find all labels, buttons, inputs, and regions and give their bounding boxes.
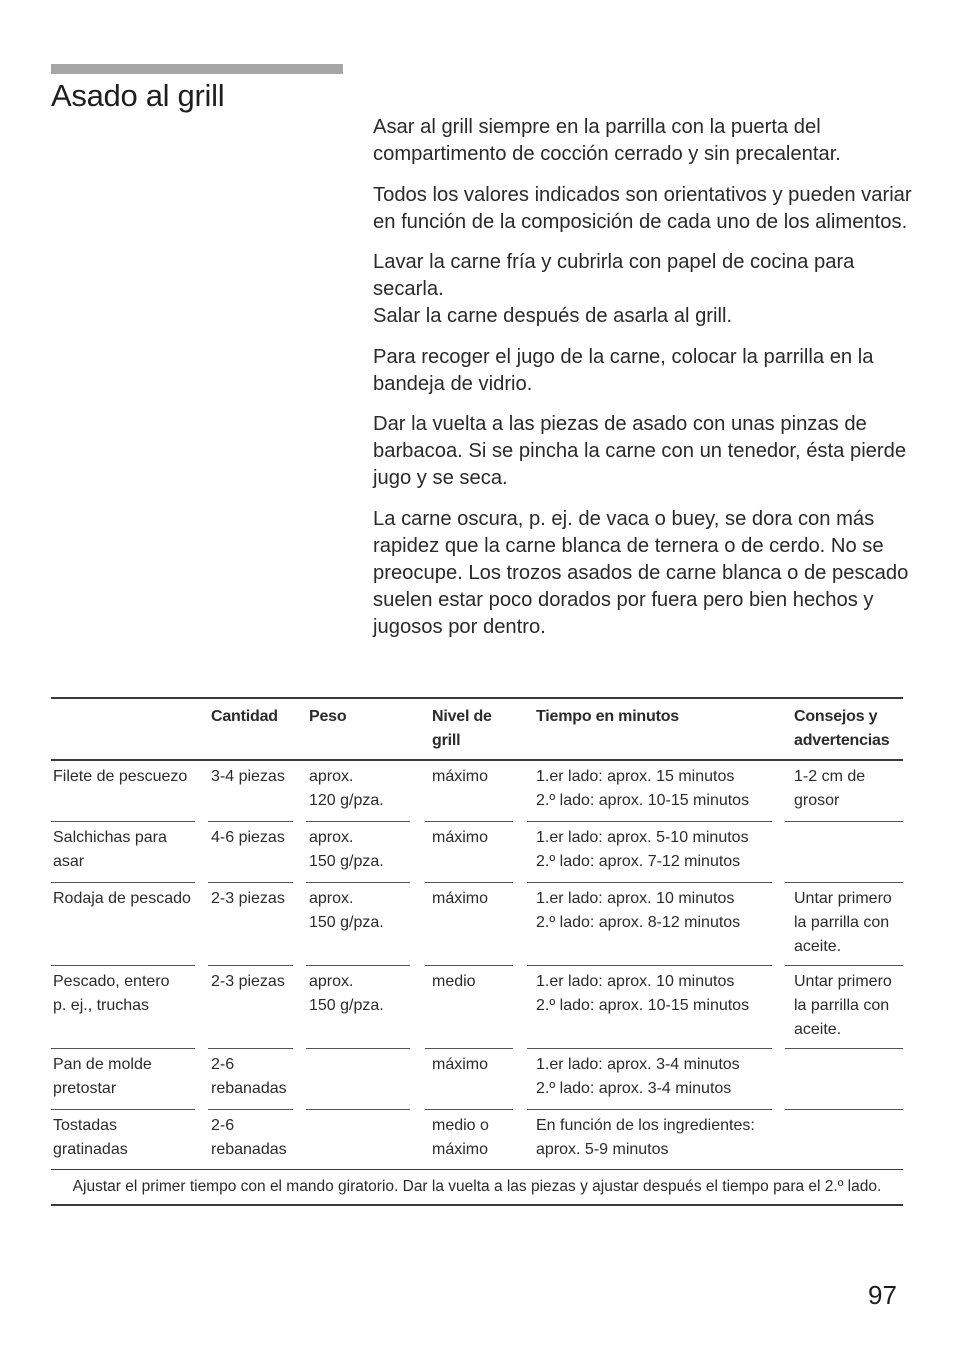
table-cell: Untar primero la parrilla con aceite. xyxy=(785,966,903,1049)
table-cell: máximo xyxy=(425,761,513,822)
table-cell: Pescado, entero p. ej., truchas xyxy=(51,966,195,1049)
table-cell: máximo xyxy=(425,883,513,966)
table-cell: Tostadas gratinadas xyxy=(53,1117,128,1158)
table-cell: Untar primero la parrilla con aceite. xyxy=(785,883,903,966)
page-title: Asado al grill xyxy=(51,78,225,113)
grill-table xyxy=(51,697,903,1171)
intro-paragraph: Lavar la carne fría y cubrirla con papel de cocina para secarla. Salar la carne después de asarla al grill. xyxy=(373,251,855,327)
table-cell: 2-6 rebanadas xyxy=(211,1117,287,1158)
table-cell: máximo xyxy=(425,822,513,883)
table-cell: 2-3 piezas xyxy=(208,966,293,1049)
table-cell: aprox. 120 g/pza. xyxy=(306,761,410,822)
intro-paragraph: Todos los valores indicados son orientativos y pueden variar en función de la composición de cada uno de los alimentos. xyxy=(373,183,912,233)
header-cell: Cantidad xyxy=(211,708,278,725)
table-cell: medio o máximo xyxy=(432,1117,489,1158)
table-footnote: Ajustar el primer tiempo con el mando giratorio. Dar la vuelta a las piezas y ajustar después el tiempo para el 2.º lado. xyxy=(51,1169,903,1206)
header-cell: Nivel de grill xyxy=(432,708,492,749)
table-cell: En función de los ingredientes: aprox. 5-9 minutos xyxy=(536,1117,755,1158)
page-number: 97 xyxy=(868,1280,897,1310)
header-cell: Consejos y advertencias xyxy=(794,708,890,749)
table-cell: 1-2 cm de grosor xyxy=(785,761,903,822)
table-row xyxy=(51,883,903,966)
intro-paragraph: Para recoger el jugo de la carne, colocar la parrilla en la bandeja de vidrio. xyxy=(373,345,874,395)
table-cell: 1.er lado: aprox. 10 minutos 2.º lado: aprox. 8-12 minutos xyxy=(527,883,772,966)
table-cell: aprox. 150 g/pza. xyxy=(306,966,410,1049)
table-cell: Salchichas para asar xyxy=(51,822,195,883)
table-cell: aprox. 150 g/pza. xyxy=(306,822,410,883)
table-cell: máximo xyxy=(425,1049,513,1110)
header-cell: Tiempo en minutos xyxy=(536,708,679,725)
header-cell: Peso xyxy=(309,708,347,725)
table-cell: 3-4 piezas xyxy=(208,761,293,822)
table-row xyxy=(51,966,903,1049)
table-cell: 1.er lado: aprox. 10 minutos 2.º lado: aprox. 10-15 minutos xyxy=(527,966,772,1049)
table-cell: 2-6 rebanadas xyxy=(208,1049,293,1110)
intro-paragraph: Asar al grill siempre en la parrilla con la puerta del compartimento de cocción cerrado y sin precalentar. xyxy=(373,116,841,165)
table-cell: 1.er lado: aprox. 5-10 minutos 2.º lado: aprox. 7-12 minutos xyxy=(527,822,772,883)
table-cell xyxy=(785,1049,903,1110)
table-header xyxy=(51,697,903,761)
table-cell: aprox. 150 g/pza. xyxy=(306,883,410,966)
table-cell: Rodaja de pescado xyxy=(51,883,195,966)
section-title-bar xyxy=(51,64,343,74)
intro-paragraph: La carne oscura, p. ej. de vaca o buey, se dora con más rapidez que la carne blanca de ternera o de cerdo. No se preocupe. Los trozos asados de carne blanca o de pescado suelen estar poco dorados por fuera pero bien hechos y jugosos por dentro. xyxy=(373,507,909,638)
table-cell: 4-6 piezas xyxy=(208,822,293,883)
table-cell: Pan de molde pretostar xyxy=(51,1049,195,1110)
table-cell xyxy=(785,1110,903,1171)
table-cell: 2-3 piezas xyxy=(208,883,293,966)
table-row xyxy=(51,1110,903,1171)
table-row xyxy=(51,761,903,822)
table-cell: Filete de pescuezo xyxy=(51,761,195,822)
table-cell xyxy=(785,822,903,883)
table-cell xyxy=(306,1049,410,1110)
table-row xyxy=(51,1049,903,1110)
table-cell: 1.er lado: aprox. 15 minutos 2.º lado: aprox. 10-15 minutos xyxy=(527,761,772,822)
table-cell: 1.er lado: aprox. 3-4 minutos 2.º lado: aprox. 3-4 minutos xyxy=(527,1049,772,1110)
intro-paragraph: Dar la vuelta a las piezas de asado con unas pinzas de barbacoa. Si se pincha la carne con un tenedor, ésta pierde jugo y se seca. xyxy=(373,413,907,489)
intro-text xyxy=(373,114,913,654)
table-cell xyxy=(306,1110,410,1171)
header-cell xyxy=(51,699,195,759)
table-cell: medio xyxy=(425,966,513,1049)
table-row xyxy=(51,822,903,883)
